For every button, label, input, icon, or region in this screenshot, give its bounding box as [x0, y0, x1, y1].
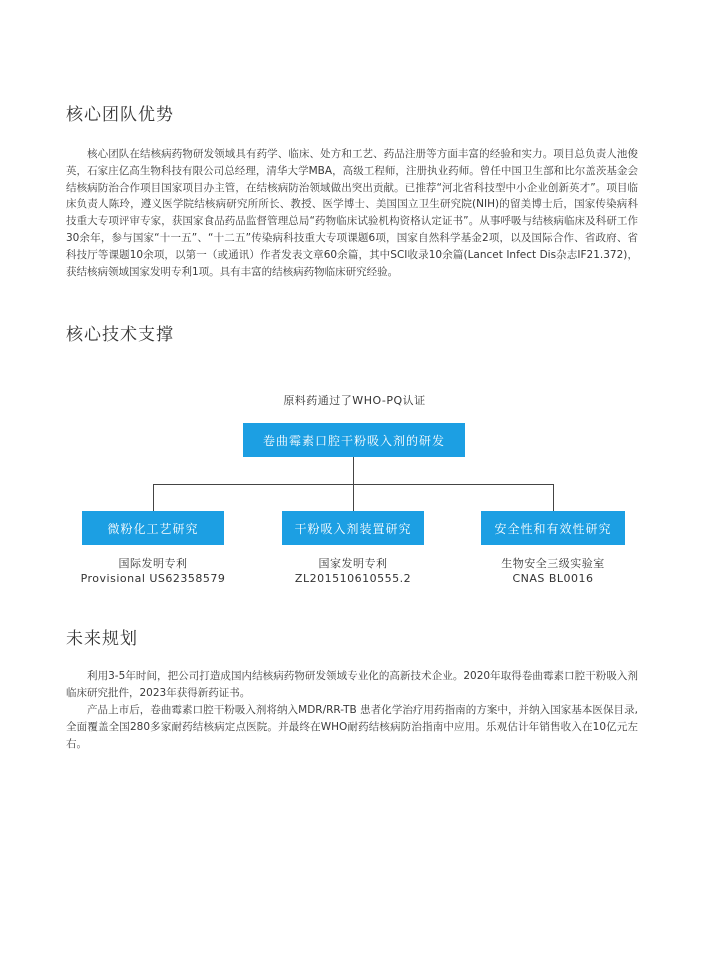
diagram-child-box-2: 干粉吸入剂装置研究 — [282, 511, 424, 545]
note-2-line-2: ZL201510610555.2 — [294, 572, 412, 585]
diagram-root-box: 卷曲霉素口腔干粉吸入剂的研发 — [243, 423, 465, 457]
section-title-future: 未来规划 — [66, 629, 138, 649]
note-3-line-2: CNAS BL0016 — [512, 572, 594, 585]
diagram-child-note-1 — [53, 556, 253, 586]
note-1-line-1: 国际发明专利 — [118, 557, 188, 570]
section-title-team: 核心团队优势 — [66, 105, 174, 125]
note-3-line-1: 生物安全三级实验室 — [501, 557, 605, 570]
diagram-child-note-3 — [453, 556, 653, 586]
connector-right — [553, 484, 554, 511]
connector-left — [153, 484, 154, 511]
section-title-tech: 核心技术支撑 — [66, 325, 174, 345]
note-2-line-1: 国家发明专利 — [318, 557, 388, 570]
connector-center — [353, 484, 354, 511]
diagram-child-note-2 — [253, 556, 453, 586]
connector-root — [353, 457, 354, 485]
diagram-child-box-1: 微粉化工艺研究 — [82, 511, 224, 545]
diagram-caption: 原料药通过了WHO-PQ认证 — [283, 394, 426, 407]
team-paragraph: 核心团队在结核病药物研发领域具有药学、临床、处方和工艺、药品注册等方面丰富的经验和实力。项目总负责人池俊英，石家庄亿高生物科技有限公司总经理，清华大学MBA，高级工程师，注册执业药师。曾任中国卫生部和比尔盖茨基金会结核病防治合作项目国家项目办主管，在结核病防治领域做出突出贡献。已推荐“河北省科技型中小企业创新英才”。项目临床负责人陈玲，遵义医学院结核病研究所所长、教授、医学博士、美国国立卫生研究院(NIH)的留美博士后，国家传染病科技重大专项评审专家，获国家食品药品监督管理总局“药物临床试验机构资格认定证书”。从事呼吸与结核病临床及科研工作30余年，参与国家“十一五”、“十二五”传染病科技重大专项课题6项，国家自然科学基金2项，以及国际合作、省政府、省科技厅等课题10余项，以第一（或通讯）作者发表文章60余篇，其中SCI收录10余篇(Lancet Infect Dis杂志IF21.372)，获结核病领域国家发明专利1项。具有丰富的结核病药物临床研究经验。 — [66, 148, 638, 278]
future-paragraph-2: 产品上市后，卷曲霉素口腔干粉吸入剂将纳入MDR/RR-TB 患者化学治疗用药指南的方案中，并纳入国家基本医保目录,全面覆盖全国280多家耐药结核病定点医院。并最终在WHO耐药结核病防治指南中应用。乐观估计年销售收入在10亿元左右。 — [66, 704, 638, 750]
note-1-line-2: Provisional US62358579 — [80, 572, 226, 585]
diagram-child-box-3: 安全性和有效性研究 — [481, 511, 625, 545]
future-paragraph-1: 利用3-5年时间，把公司打造成国内结核病药物研发领域专业化的高新技术企业。2020年取得卷曲霉素口腔干粉吸入剂临床研究批件，2023年获得新药证书。 — [66, 670, 638, 699]
tech-diagram — [0, 385, 709, 585]
